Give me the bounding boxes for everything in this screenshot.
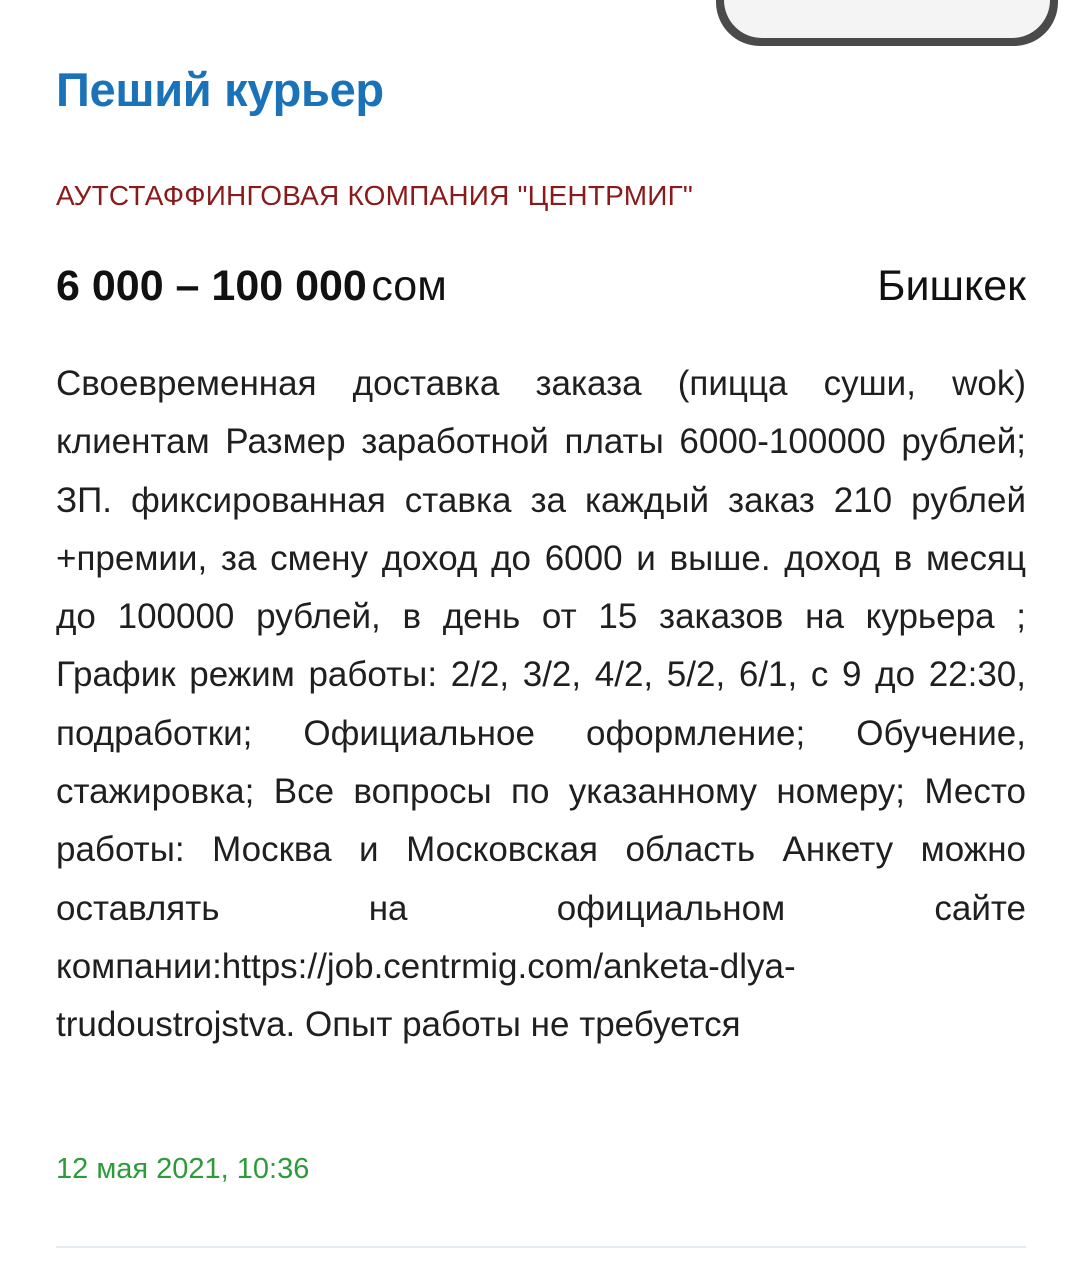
salary-currency	[371, 262, 446, 310]
floating-control-body	[724, 0, 1050, 38]
job-description: Своевременная доставка заказа (пицца суши, wok) клиентам Размер заработной платы 6000-100000 рублей; ЗП. фиксированная ставка за каждый заказ 210 рублей +премии, за смену доход до 6000 и выше. доход в месяц до 100000 рублей, в день от 15 заказов на курьера ; График режим работы: 2/2, 3/2, 4/2, 5/2, 6/1, с 9 до 22:30, подработки; Официальное оформление; Обучение, стажировка; Все вопросы по указанному номеру; Место работы: Москва и Московская область Анкету можно оставлять на официальном сайте компании:https://job.centrmig.com/anketa-dlya-trudoustrojstva. Опыт работы не требуется	[56, 364, 1026, 1045]
posted-date: 12 мая 2021, 10:36	[56, 1153, 310, 1185]
card-divider	[56, 1246, 1026, 1248]
currency-label: сом	[371, 262, 447, 310]
salary-location-row	[56, 262, 1026, 318]
salary-range: 6 000 – 100 000	[56, 262, 367, 310]
job-city: Бишкек	[877, 262, 1026, 310]
company-name[interactable]: АУТСТАФФИНГОВАЯ КОМПАНИЯ "ЦЕНТРМИГ"	[56, 180, 694, 211]
job-title[interactable]: Пеший курьер	[56, 63, 384, 116]
floating-record-control[interactable]	[716, 0, 1058, 46]
